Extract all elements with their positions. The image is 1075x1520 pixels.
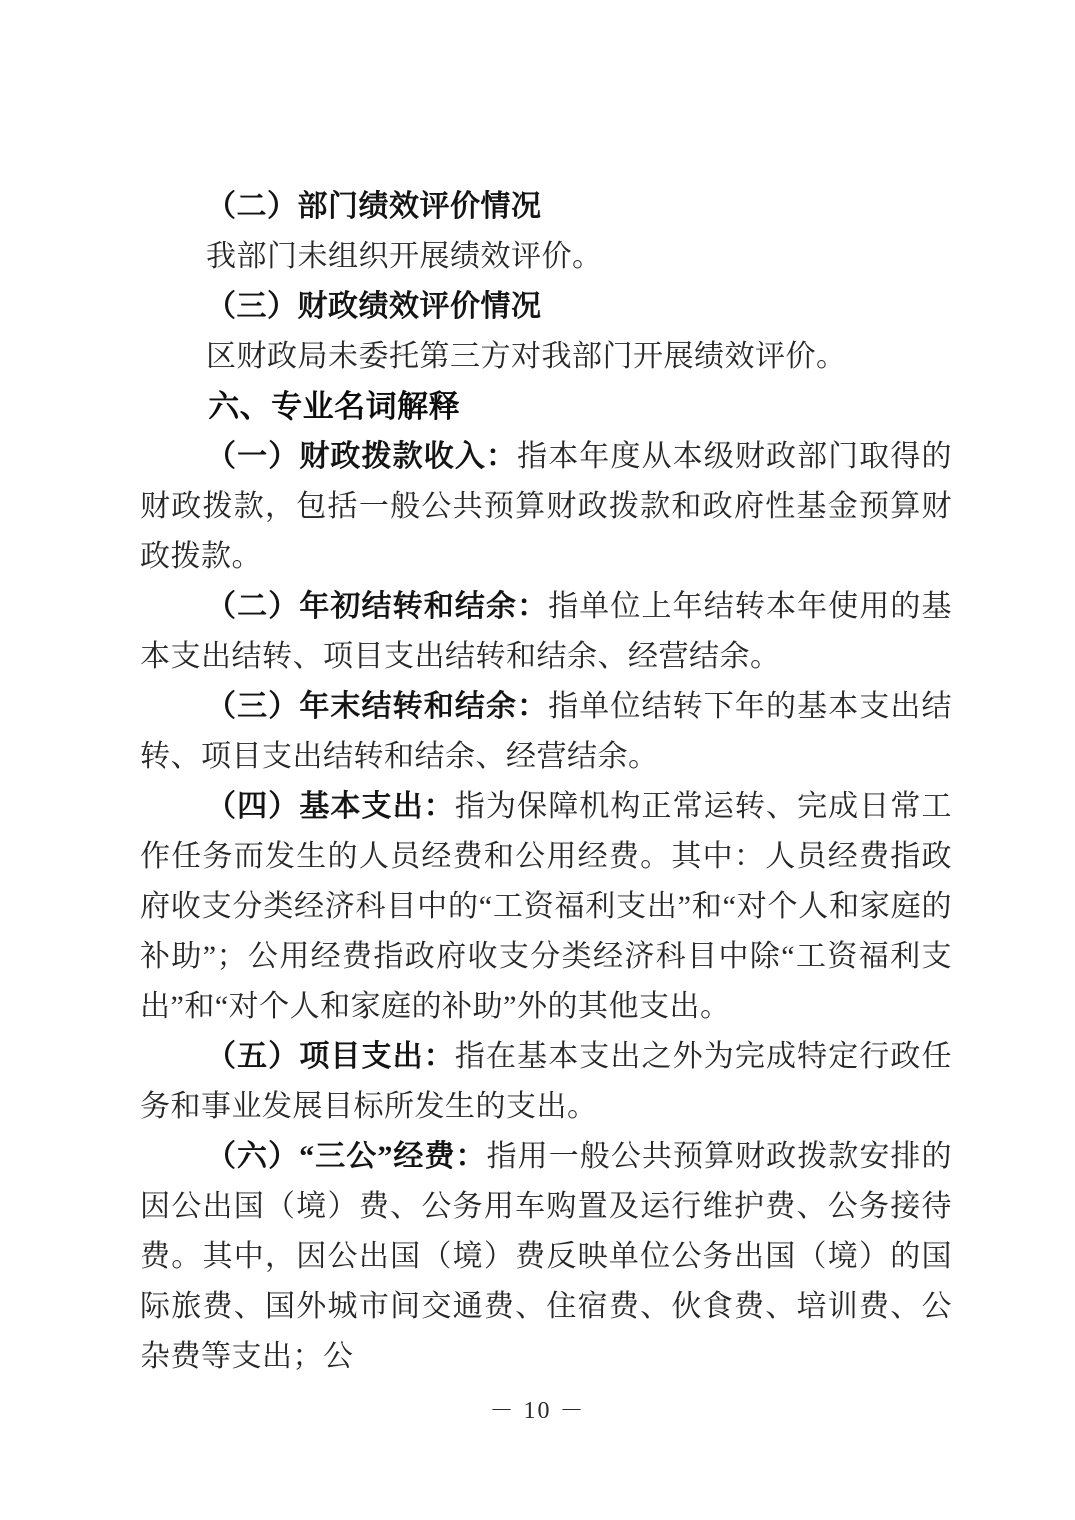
term-definition: 指单位上年结转本年使用的基本支出结转、项目支出结转和结余、经营结余。	[140, 590, 953, 673]
subheading-finance-performance-evaluation: （三）财政绩效评价情况	[206, 290, 542, 323]
term-label: （一）财政拨款收入：	[206, 440, 518, 473]
term-definition: 指单位结转下年的基本支出结转、项目支出结转和结余、经营结余。	[140, 690, 953, 773]
document-body	[140, 182, 952, 1382]
paragraph-no-department-evaluation: 我部门未组织开展绩效评价。	[206, 240, 603, 273]
term-definition: 指本年度从本级财政部门取得的财政拨款，包括一般公共预算财政拨款和政府性基金预算财政拨款。	[140, 440, 953, 573]
term-definition: 指在基本支出之外为完成特定行政任务和事业发展目标所发生的支出。	[140, 1040, 953, 1123]
term-paragraph-fiscal-appropriation-income	[140, 432, 952, 582]
term-label: （六）“三公”经费：	[206, 1140, 487, 1173]
term-paragraph-basic-expenditure	[140, 782, 952, 1032]
term-label: （五）项目支出：	[206, 1040, 455, 1073]
term-label: （二）年初结转和结余：	[206, 590, 549, 623]
page-number: － 10 －	[489, 1398, 586, 1424]
term-paragraph-three-public-funds	[140, 1132, 952, 1382]
paragraph-no-thirdparty-evaluation: 区财政局未委托第三方对我部门开展绩效评价。	[206, 340, 847, 373]
term-label: （四）基本支出：	[206, 790, 455, 823]
term-paragraph-project-expenditure	[140, 1032, 952, 1132]
term-paragraph-beginning-carryover	[140, 582, 952, 682]
term-definition: 指用一般公共预算财政拨款安排的因公出国（境）费、公务用车购置及运行维护费、公务接待费。其中，因公出国（境）费反映单位公务出国（境）的国际旅费、国外城市间交通费、住宿费、伙食费、培训费、公杂费等支出；公	[140, 1140, 952, 1373]
term-label: （三）年末结转和结余：	[206, 690, 549, 723]
subheading-department-performance-evaluation: （二）部门绩效评价情况	[206, 190, 542, 223]
section-heading-terminology: 六、专业名词解释	[208, 389, 461, 424]
term-paragraph-yearend-carryover	[140, 682, 952, 782]
term-definition: 指为保障机构正常运转、完成日常工作任务而发生的人员经费和公用经费。其中：人员经费指政府收支分类经济科目中的“工资福利支出”和“对个人和家庭的补助”；公用经费指政府收支分类经济科目中除“工资福利支出”和“对个人和家庭的补助”外的其他支出。	[140, 790, 953, 1023]
